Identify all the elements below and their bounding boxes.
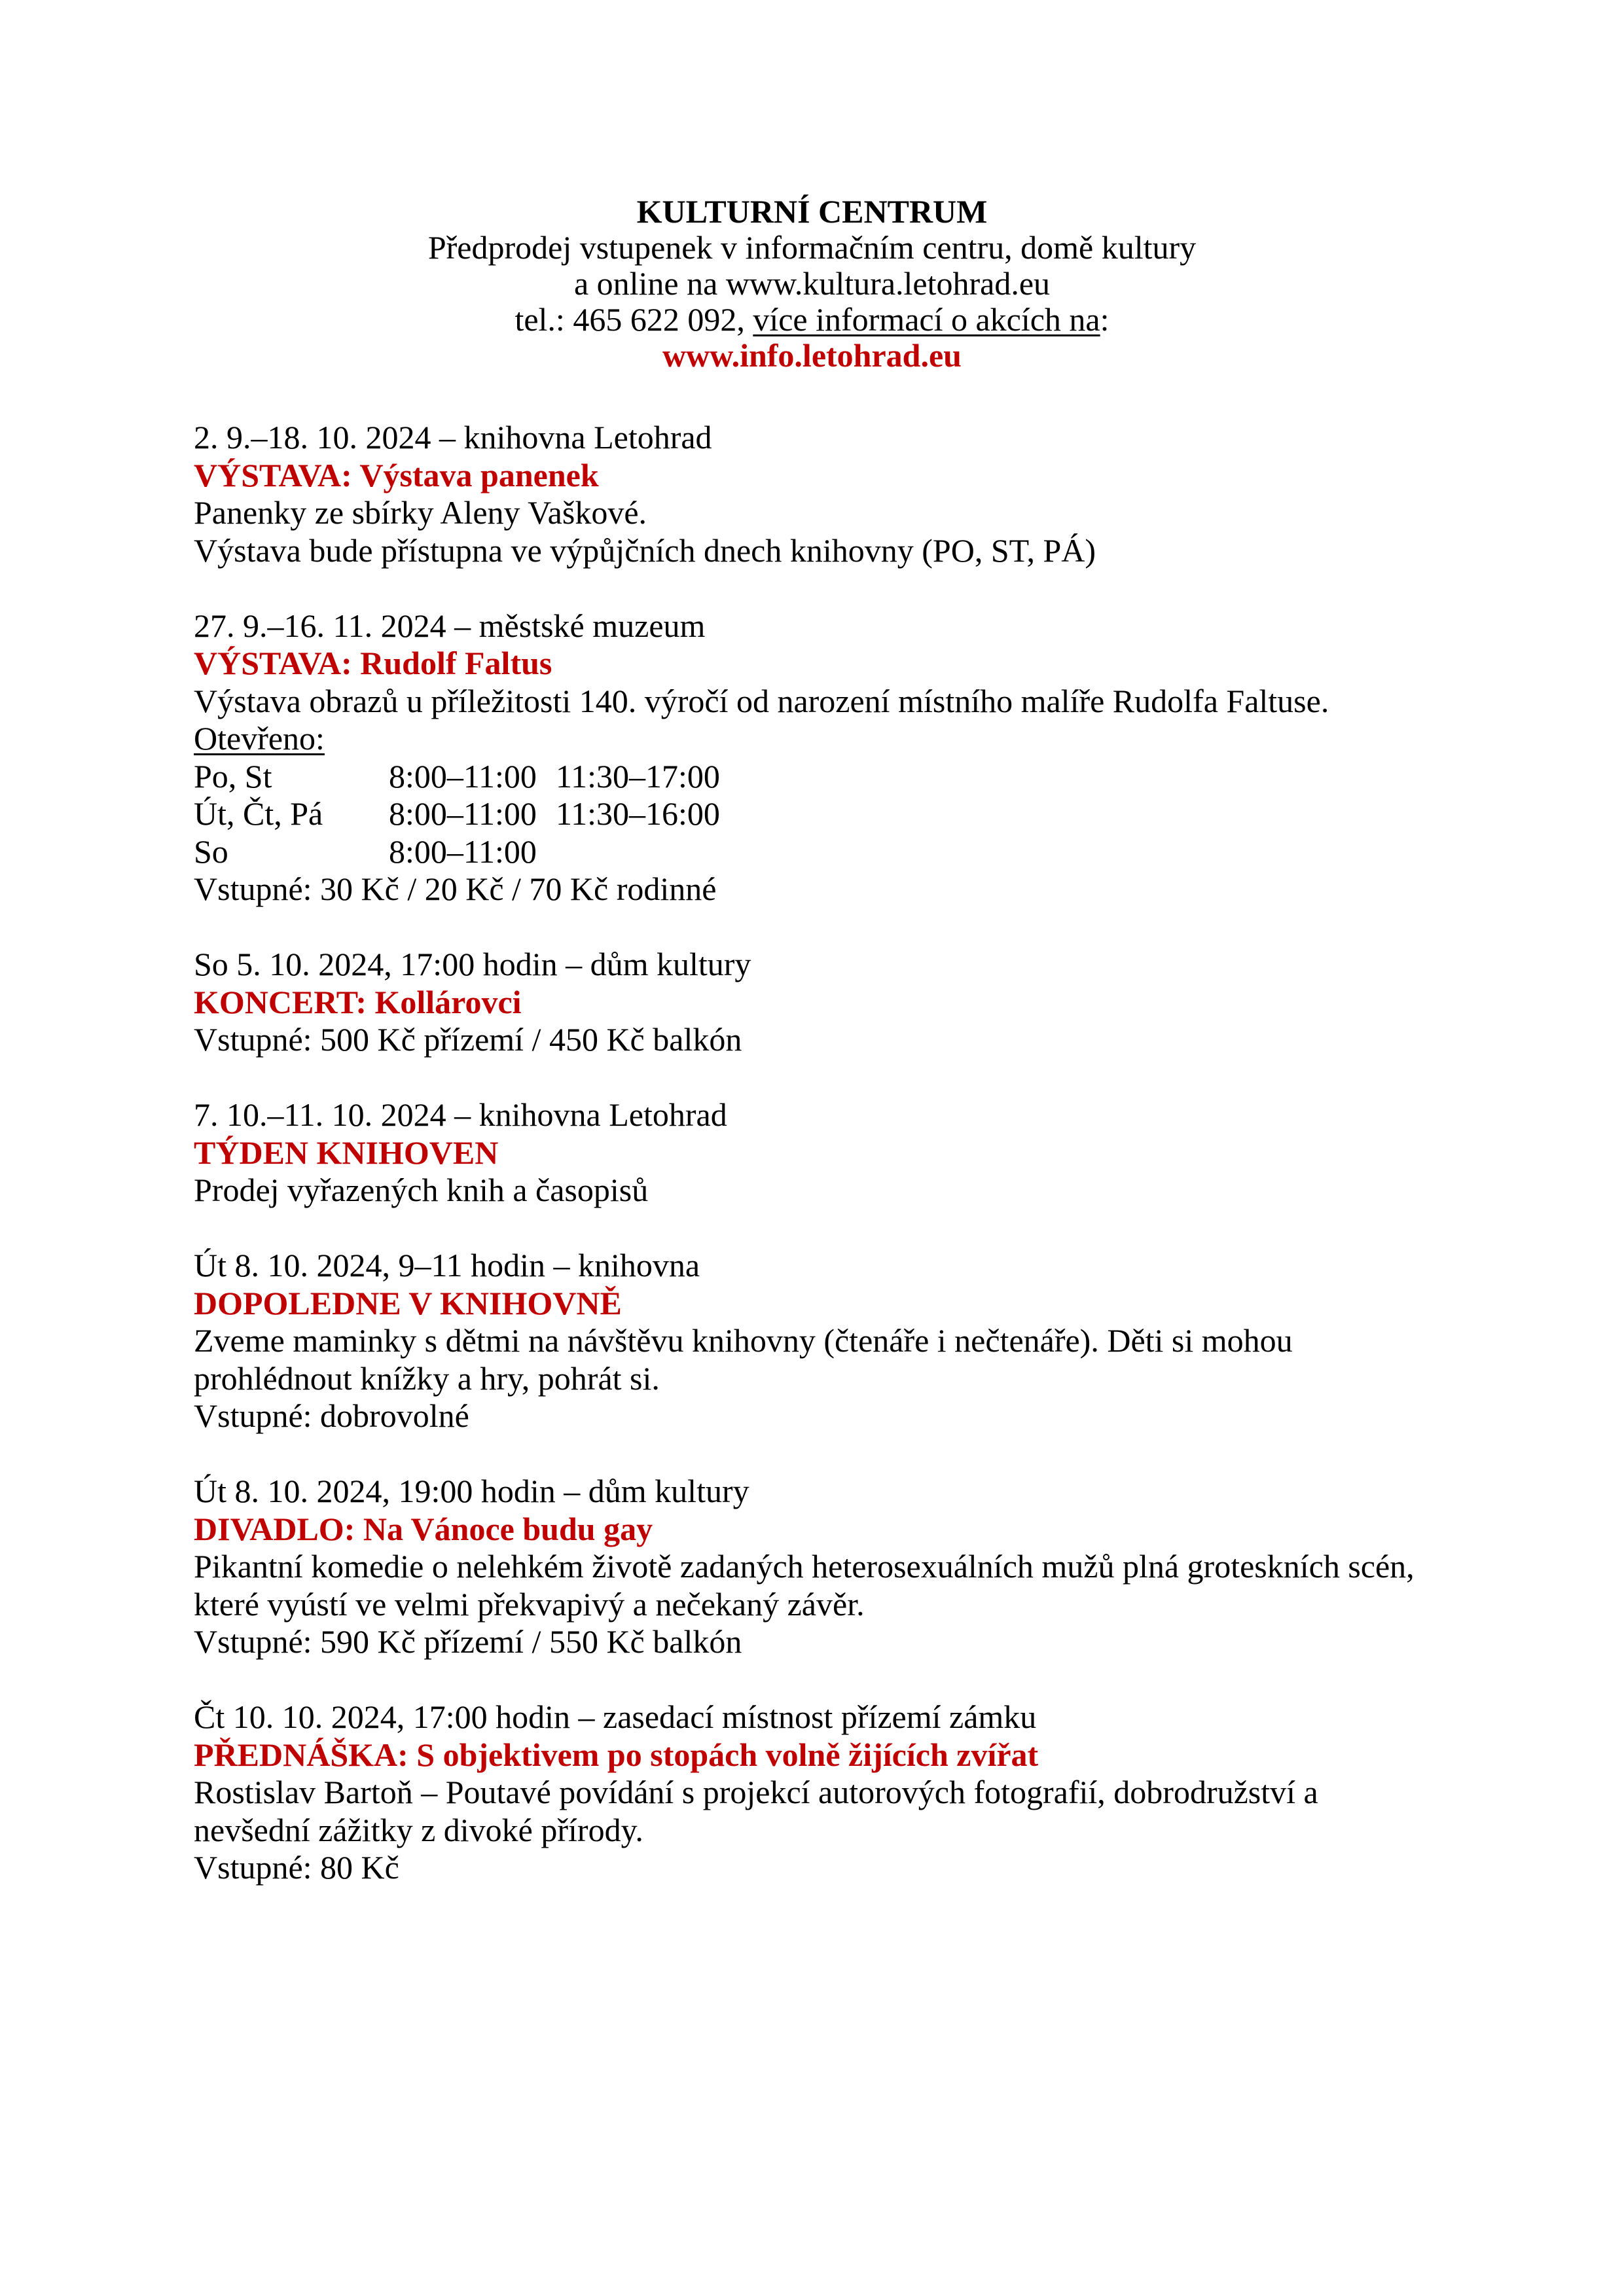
- event-title: DOPOLEDNE V KNIHOVNĚ: [194, 1284, 622, 1321]
- online-presale-info: a online na www.kultura.letohrad.eu: [573, 265, 1051, 302]
- event-description: nevšední zážitky z divoké přírody.: [194, 1811, 643, 1848]
- event-description: Rostislav Bartoň – Poutavé povídání s projekcí autorových fotografií, dobrodružství a: [194, 1774, 1318, 1810]
- opening-hours-label: [194, 720, 1490, 758]
- opening-hours-row: [194, 758, 1490, 796]
- event-date-venue: Út 8. 10. 2024, 19:00 hodin – dům kultury: [194, 1473, 749, 1509]
- event-item: [194, 1096, 1490, 1210]
- hours-days: Po, St: [194, 757, 272, 795]
- hours-morning: 8:00–11:00: [389, 833, 537, 870]
- event-date-venue: 2. 9.–18. 10. 2024 – knihovna Letohrad: [194, 419, 712, 456]
- phone-text: tel.: 465 622 092,: [514, 301, 753, 338]
- event-item: [194, 1473, 1490, 1661]
- opening-hours-row: [194, 795, 1490, 833]
- event-admission: Vstupné: 500 Kč přízemí / 450 Kč balkón: [194, 1021, 742, 1058]
- event-item: [194, 946, 1490, 1059]
- event-description: Zveme maminky s dětmi na návštěvu knihovny (čtenáře i nečtenáře). Děti si mohou: [194, 1322, 1293, 1359]
- colon: :: [1100, 301, 1110, 338]
- event-title: DIVADLO: Na Vánoce budu gay: [194, 1510, 653, 1547]
- event-admission: Vstupné: 80 Kč: [194, 1849, 399, 1886]
- event-date-venue: 27. 9.–16. 11. 2024 – městské muzeum: [194, 607, 706, 644]
- presale-info: Předprodej vstupenek v informačním centru, domě kultury: [427, 229, 1197, 266]
- event-date-venue: Čt 10. 10. 2024, 17:00 hodin – zasedací místnost přízemí zámku: [194, 1698, 1037, 1735]
- event-title: KONCERT: Kollárovci: [194, 983, 522, 1020]
- event-admission: Vstupné: dobrovolné: [194, 1397, 469, 1434]
- opening-hours-label-text: Otevřeno:: [194, 720, 325, 757]
- event-description: Výstava bude přístupna ve výpůjčních dnech knihovny (PO, ST, PÁ): [194, 531, 1096, 569]
- event-title: VÝSTAVA: Výstava panenek: [194, 456, 599, 493]
- event-item: [194, 1247, 1490, 1435]
- event-item: [194, 1698, 1490, 1887]
- opening-hours-row: [194, 833, 1490, 871]
- event-admission: Vstupné: 30 Kč / 20 Kč / 70 Kč rodinné: [194, 870, 717, 907]
- event-description: které vyústí ve velmi překvapivý a nečekaný závěr.: [194, 1585, 865, 1623]
- event-date-venue: So 5. 10. 2024, 17:00 hodin – dům kultury: [194, 946, 751, 982]
- event-list: [194, 419, 1490, 1924]
- hours-morning: 8:00–11:00: [389, 757, 537, 795]
- event-description: Prodej vyřazených knih a časopisů: [194, 1172, 649, 1208]
- event-date-venue: Út 8. 10. 2024, 9–11 hodin – knihovna: [194, 1247, 700, 1283]
- event-date-venue: 7. 10.–11. 10. 2024 – knihovna Letohrad: [194, 1096, 727, 1133]
- event-title: PŘEDNÁŠKA: S objektivem po stopách volně žijících zvířat: [194, 1736, 1039, 1773]
- more-info-link-text[interactable]: více informací o akcích na: [753, 301, 1100, 338]
- hours-afternoon: 11:30–17:00: [556, 757, 720, 795]
- contact-line: [0, 302, 1624, 338]
- header: [0, 194, 1624, 374]
- event-title: VÝSTAVA: Rudolf Faltus: [194, 645, 552, 681]
- page-title: KULTURNÍ CENTRUM: [636, 193, 988, 230]
- event-description: Výstava obrazů u příležitosti 140. výročí od narození místního malíře Rudolfa Faltuse.: [194, 682, 1329, 719]
- event-title: TÝDEN KNIHOVEN: [194, 1134, 499, 1171]
- event-item: [194, 419, 1490, 569]
- event-item: [194, 607, 1490, 908]
- event-description: prohlédnout knížky a hry, pohrát si.: [194, 1359, 660, 1397]
- hours-morning: 8:00–11:00: [389, 795, 537, 832]
- hours-days: So: [194, 833, 228, 870]
- event-description: Pikantní komedie o nelehkém životě zadaných heterosexuálních mužů plná groteskních scén,: [194, 1548, 1415, 1585]
- hours-afternoon: 11:30–16:00: [556, 795, 720, 832]
- event-description: Panenky ze sbírky Aleny Vaškové.: [194, 494, 647, 531]
- hours-days: Út, Čt, Pá: [194, 795, 323, 832]
- website-link[interactable]: www.info.letohrad.eu: [662, 337, 962, 374]
- event-admission: Vstupné: 590 Kč přízemí / 550 Kč balkón: [194, 1623, 742, 1660]
